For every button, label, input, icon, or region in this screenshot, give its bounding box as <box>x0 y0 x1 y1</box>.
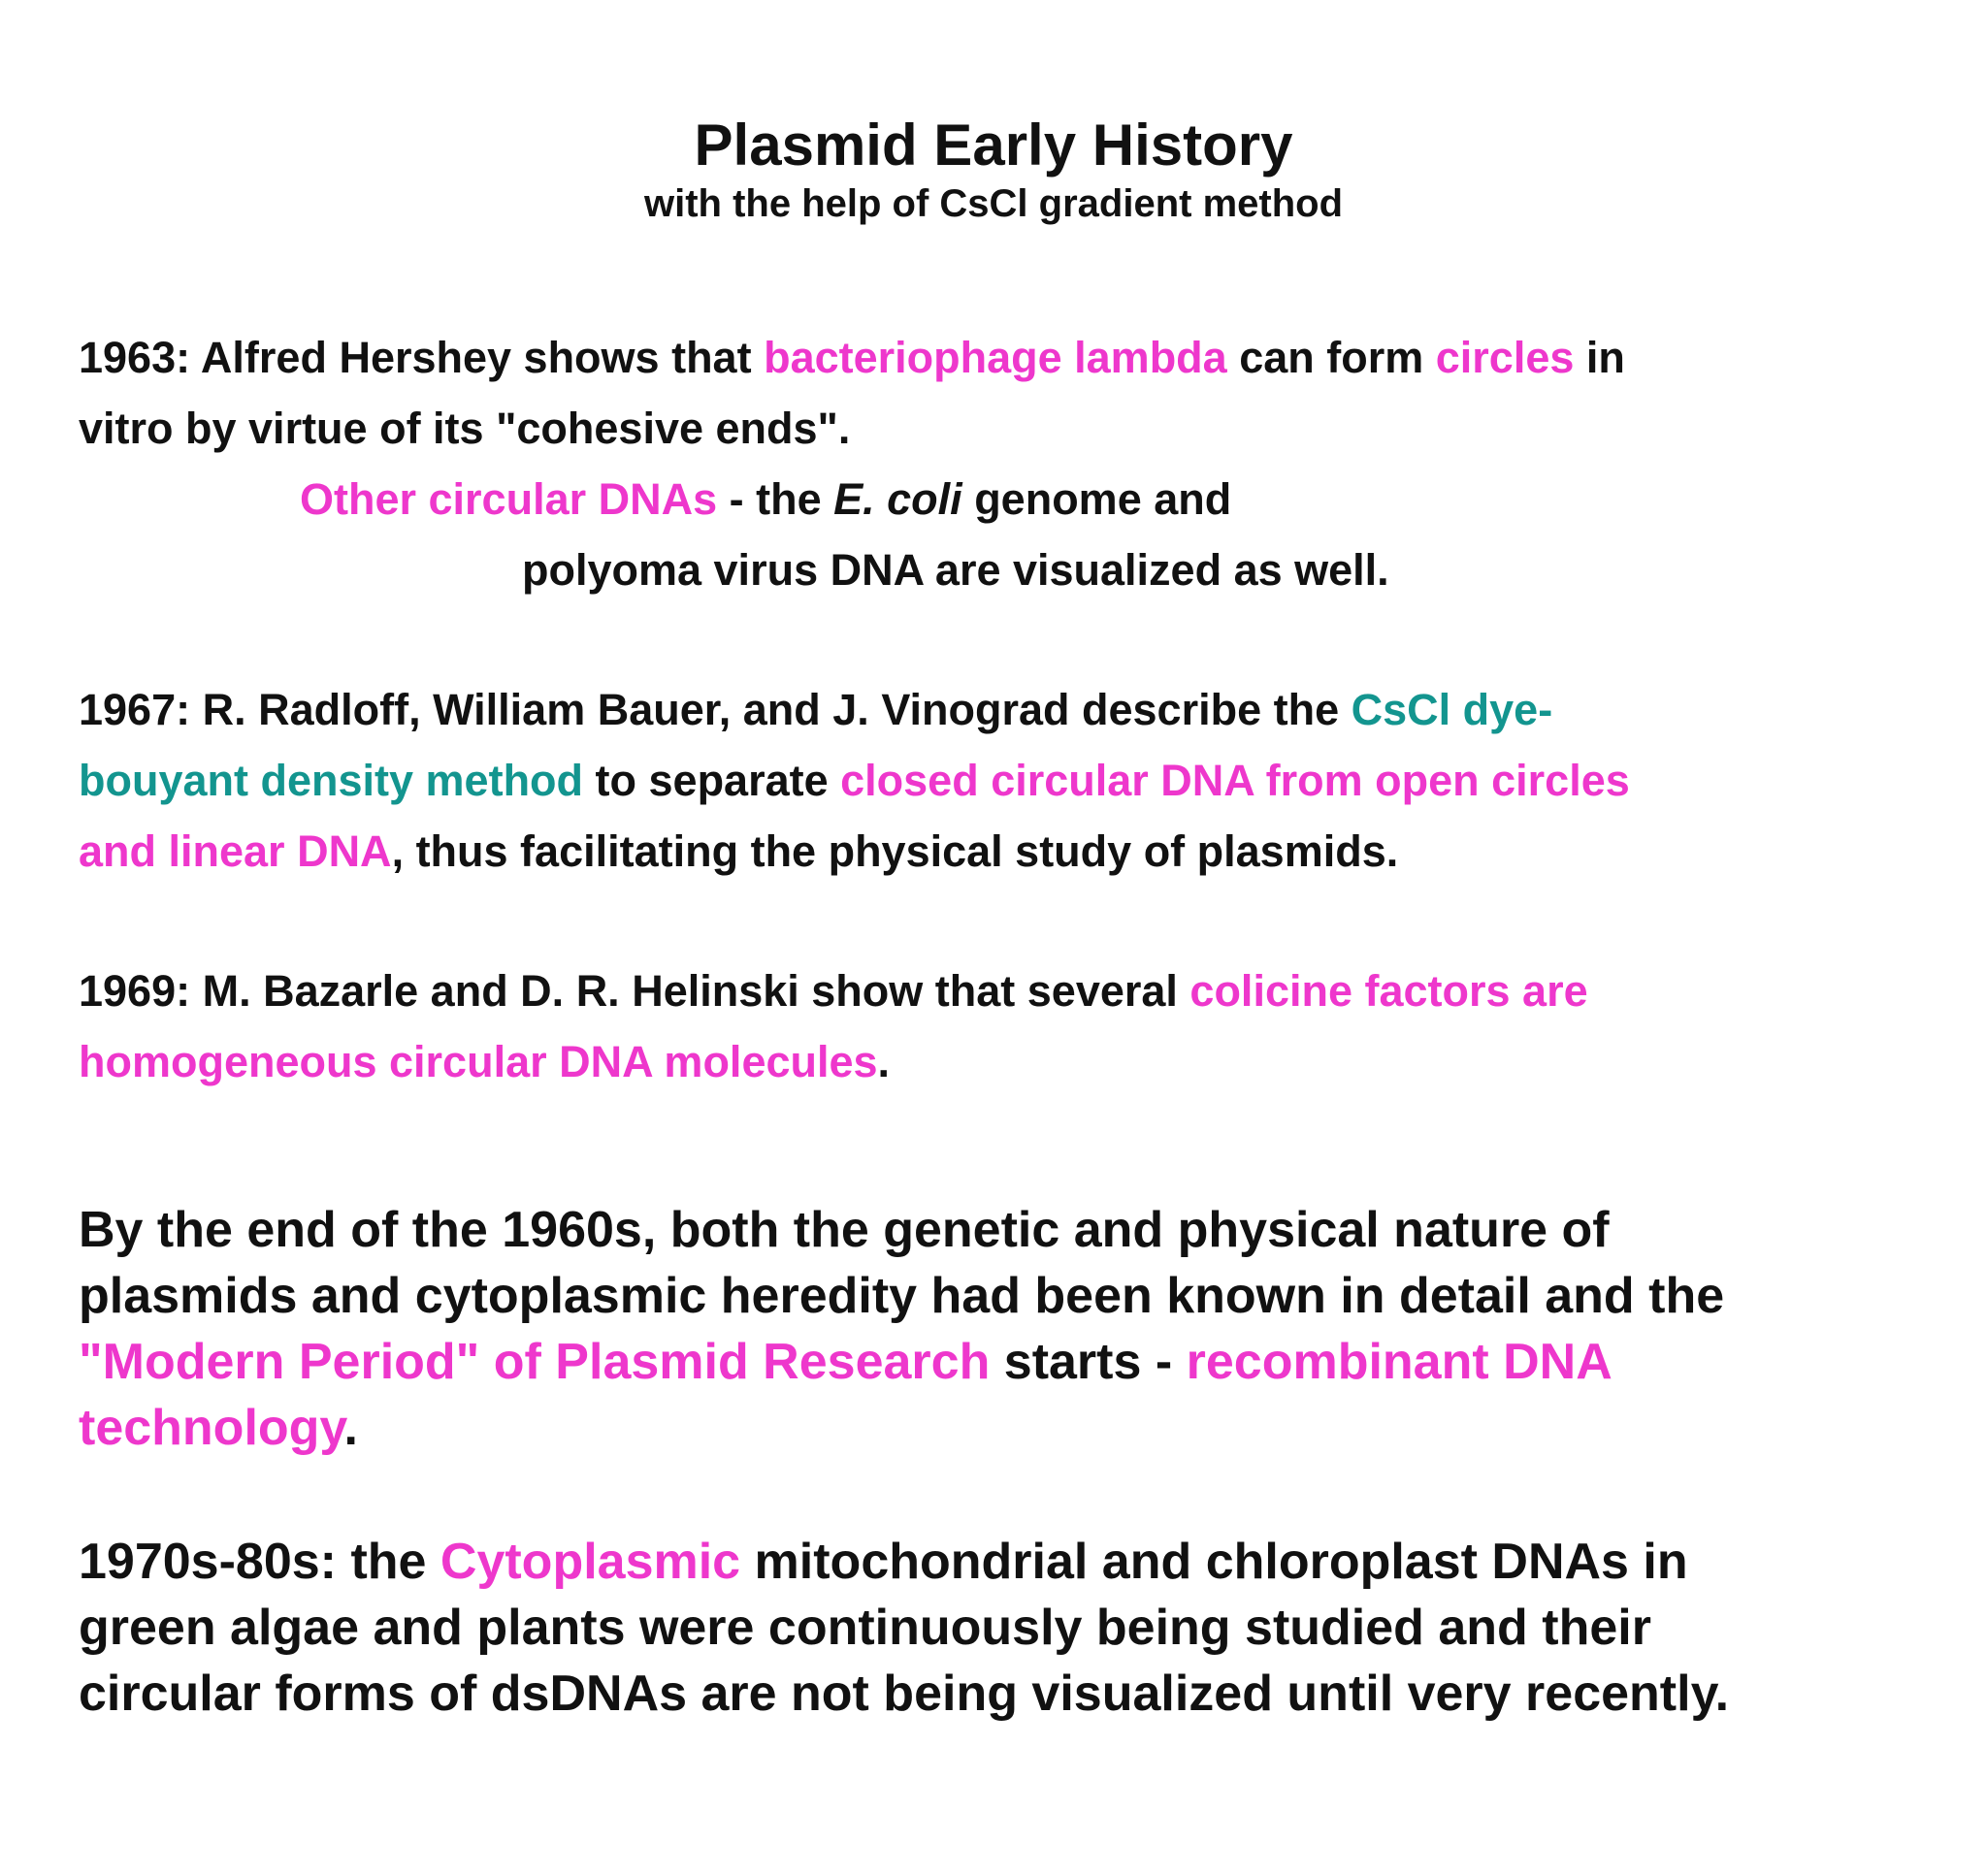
paragraph-1970s-line-1: 1970s-80s: the Cytoplasmic mitochondrial and chloroplast DNAs in <box>79 1534 1688 1590</box>
highlight-bouyant-density-method: bouyant density method <box>79 756 584 805</box>
paragraph-1967-line-3: and linear DNA, thus facilitating the physical study of plasmids. <box>79 826 1399 876</box>
paragraph-1960s-summary <box>79 1197 1724 1461</box>
paragraph-1963 <box>79 322 1625 605</box>
paragraph-1969-line-2: homogeneous circular DNA molecules. <box>79 1037 891 1086</box>
paragraph-1960s-line-1: By the end of the 1960s, both the genetic and physical nature of <box>79 1202 1610 1258</box>
paragraph-1967-line-2: bouyant density method to separate closed circular DNA from open circles <box>79 756 1630 805</box>
paragraph-1970s-80s <box>79 1529 1729 1727</box>
paragraph-1963-line-1: 1963: Alfred Hershey shows that bacteriophage lambda can form circles in <box>79 333 1625 382</box>
paragraph-1969 <box>79 955 1588 1097</box>
paragraph-1963-line-3: Other circular DNAs - the E. coli genome and <box>300 474 1232 524</box>
highlight-colicine-factors: colicine factors are <box>1189 966 1588 1016</box>
paragraph-1960s-line-3: "Modern Period" of Plasmid Research starts - recombinant DNA <box>79 1334 1612 1390</box>
page-title: Plasmid Early History <box>694 113 1293 178</box>
highlight-circles: circles <box>1435 333 1575 382</box>
page-subtitle: with the help of CsCl gradient method <box>644 182 1343 225</box>
highlight-cscl-dye: CsCl dye- <box>1351 685 1553 734</box>
highlight-technology: technology <box>79 1400 344 1456</box>
highlight-recombinant-dna: recombinant DNA <box>1186 1334 1612 1390</box>
paragraph-1967-line-1: 1967: R. Radloff, William Bauer, and J. Vinograd describe the CsCl dye- <box>79 685 1553 734</box>
paragraph-1960s-line-2: plasmids and cytoplasmic heredity had been known in detail and the <box>79 1268 1725 1324</box>
highlight-linear-dna: and linear DNA <box>79 826 392 876</box>
paragraph-1970s-line-2: green algae and plants were continuously being studied and their <box>79 1600 1651 1656</box>
highlight-closed-circular-dna: closed circular DNA from open circles <box>840 756 1630 805</box>
paragraph-1963-line-4: polyoma virus DNA are visualized as well. <box>522 545 1389 595</box>
paragraph-1963-line-2: vitro by virtue of its "cohesive ends". <box>79 404 851 453</box>
paragraph-1960s-line-4: technology. <box>79 1400 358 1456</box>
species-name-e-coli: E. coli <box>833 474 962 524</box>
highlight-bacteriophage-lambda: bacteriophage lambda <box>764 333 1227 382</box>
highlight-modern-period: "Modern Period" of Plasmid Research <box>79 1334 991 1390</box>
paragraph-1967 <box>79 674 1630 887</box>
paragraph-1970s-line-3: circular forms of dsDNAs are not being visualized until very recently. <box>79 1666 1730 1722</box>
highlight-other-circular-dnas: Other circular DNAs <box>300 474 718 524</box>
highlight-homogeneous-circular-dna: homogeneous circular DNA molecules <box>79 1037 878 1086</box>
highlight-cytoplasmic: Cytoplasmic <box>440 1534 741 1590</box>
paragraph-1969-line-1: 1969: M. Bazarle and D. R. Helinski show that several colicine factors are <box>79 966 1588 1016</box>
